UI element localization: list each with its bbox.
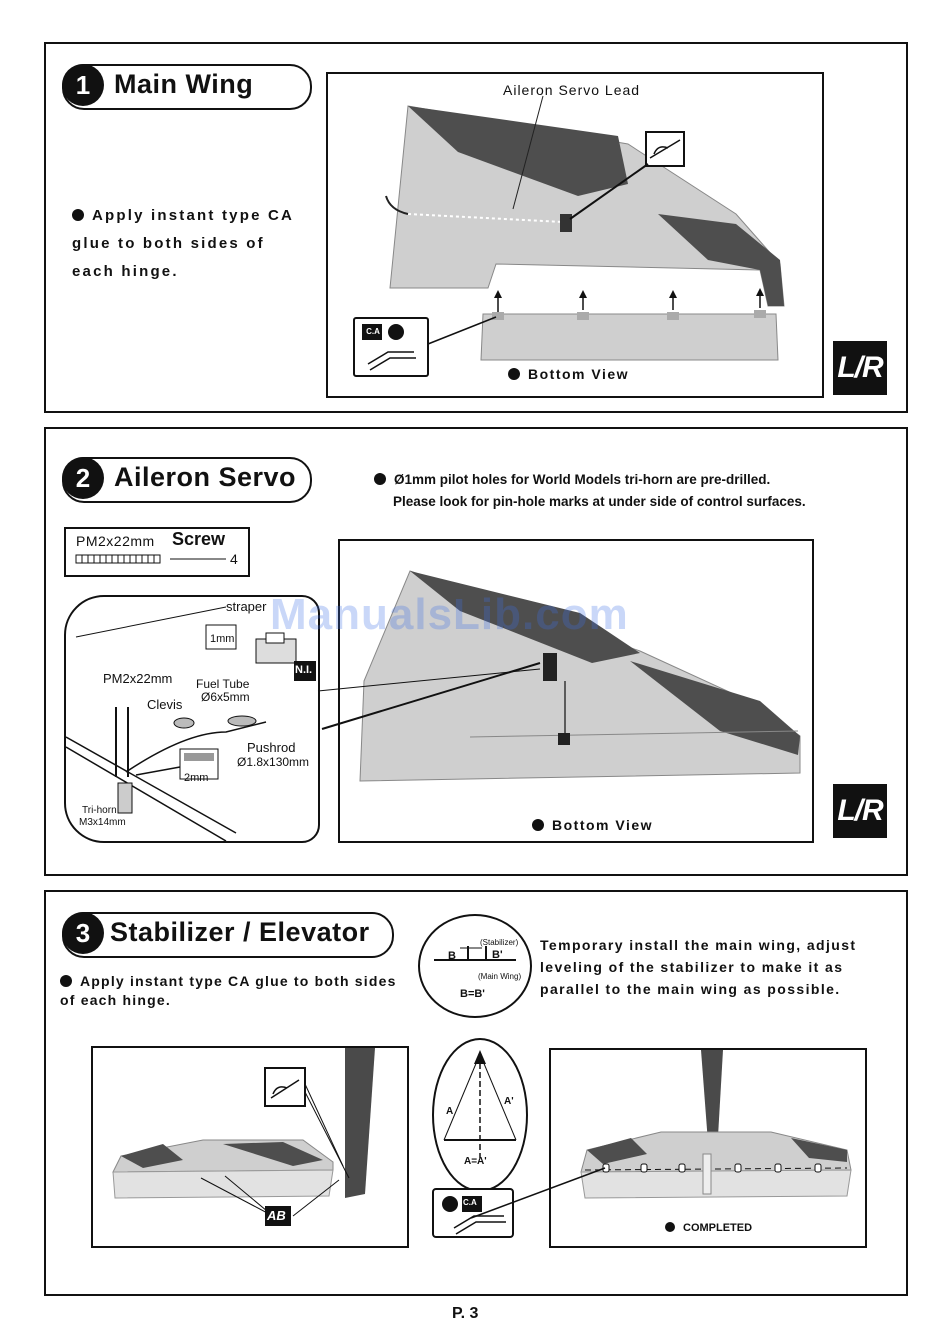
bottom-view-label [508,366,629,382]
ca-glue-callout [432,1188,514,1238]
pushrod-label: Pushrod [247,740,296,755]
note-line-2 [374,491,894,513]
alignment-diagram [432,1038,528,1192]
stabilizer-hinge-figure [91,1046,409,1248]
bullet-icon [374,473,386,485]
screw-spec-box [64,527,250,577]
step-instruction [60,972,410,1010]
bottom-view-text: Bottom View [552,817,654,833]
bullet-icon [72,209,84,221]
ca-glue-icon: C.A [463,1198,477,1207]
aileron-servo-drawing [340,541,812,841]
gap-top-label: 1mm [210,633,235,645]
clevis-label: Clevis [147,697,183,712]
ca-glue-icon: C.A [366,327,380,336]
aileron-servo-lead-label: Aileron Servo Lead [503,82,641,98]
section-stabilizer-elevator [44,890,908,1296]
step-header [62,912,394,958]
screw-icon [66,529,248,575]
pushrod-size-label: Ø1.8x130mm [237,755,310,769]
gap-bottom-label: 2mm [184,772,209,784]
note-line-1-text: Ø1mm pilot holes for World Models tri-horn are pre-drilled. [394,472,771,487]
screw-size-label: PM2x22mm [103,671,173,686]
completed-figure [549,1048,867,1248]
level-equation: B=B' [460,988,485,1000]
aileron-servo-figure [338,539,814,843]
step-number: 1 [62,64,104,106]
note-line-1 [374,469,894,491]
fuel-tube-size-label: Ø6x5mm [201,690,250,704]
main-wing-drawing [328,74,822,396]
completed-label [665,1222,752,1234]
bottom-view-label [532,817,653,833]
instruction-text: Apply instant type CA glue to both sides of each hinge. [72,207,294,280]
pilot-hole-note [374,469,894,513]
level-drawing [420,916,530,1016]
section-aileron-servo [44,427,908,876]
level-b-prime-label: B' [492,949,503,961]
bullet-icon [508,368,520,380]
screw-size: PM2x22mm [76,533,155,549]
screw-quantity: 4 [230,551,238,567]
section-main-wing [44,42,908,413]
ab-badge: AB [267,1208,286,1223]
stabilizer-drawing [93,1048,407,1246]
bottom-view-text: Bottom View [528,366,630,382]
step-number: 2 [62,457,104,499]
fuel-tube-label: Fuel Tube [196,677,250,691]
watermark: ManualsLib.com [270,590,629,639]
note-line-2-text: Please look for pin-hole marks at under side of control surfaces. [393,494,806,509]
trihorn-label: Tri-horn [82,805,117,816]
completed-text: COMPLETED [683,1222,753,1234]
ni-badge: N.I. [295,664,313,676]
stabilizer-label: (Stabilizer) [480,938,519,947]
leveling-note: Temporary install the main wing, adjust leveling of the stabilizer to make it as parallel to the main wing as possible. [540,937,857,997]
bullet-icon [60,975,72,987]
step-title: Stabilizer / Elevator [110,917,370,947]
instruction-text: Apply instant type CA glue to both sides of each hinge. [60,973,397,1008]
level-diagram [418,914,532,1018]
completed-drawing [551,1050,865,1246]
level-b-label: B [448,950,456,962]
left-right-badge: L/R [833,341,887,395]
align-equation: A=A' [464,1156,487,1167]
step-number: 3 [62,912,104,954]
align-a-label: A [446,1106,454,1117]
step-instruction [72,202,312,286]
main-wing-figure [326,72,824,398]
step-header [62,457,312,503]
step-header [62,64,312,110]
step-title: Main Wing [114,69,254,99]
left-right-badge: L/R [833,784,887,838]
glue-callout-drawing [434,1190,512,1236]
bullet-icon [665,1222,675,1232]
bullet-icon [532,819,544,831]
step-title: Aileron Servo [114,462,297,492]
trihorn-size-label: M3x14mm [79,817,126,828]
screw-word: Screw [172,529,226,549]
main-wing-label: (Main Wing) [478,972,522,981]
strap-label: straper [226,599,267,614]
align-a-prime-label: A' [504,1096,514,1107]
page-number: P. 3 [452,1305,479,1322]
